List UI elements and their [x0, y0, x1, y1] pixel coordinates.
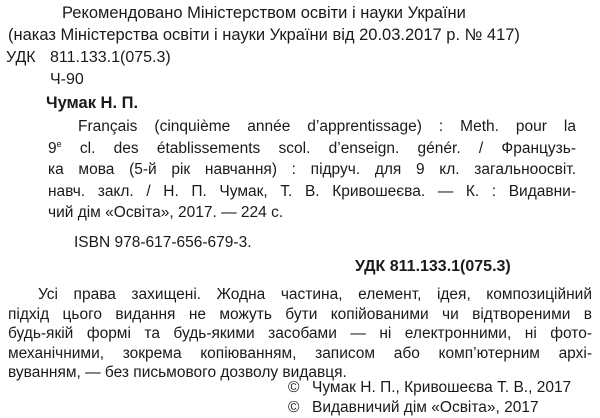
grade-number: 9	[48, 139, 57, 157]
copyright-icon: ©	[288, 379, 300, 396]
recommendation-line-1: Рекомендовано Міністерством освіти і науки України	[62, 4, 466, 22]
description-line	[48, 138, 576, 160]
isbn: ISBN 978-617-656-679-3.	[74, 234, 252, 251]
description-line-rest: cl. des établissements scol. d’enseign. génér. / Французь-	[61, 139, 576, 157]
rights-line: Усі права захищені. Жодна частина, елемент, ідея, композиційний	[38, 286, 592, 303]
udk-classification-right: УДК 811.133.1(075.3)	[355, 258, 511, 275]
udk-label: УДК	[6, 49, 36, 66]
author-heading: Чумак Н. П.	[46, 94, 139, 112]
udk-classification-top	[6, 49, 171, 67]
copyright-publisher-text: Видавничий дім «Освіта», 2017	[312, 399, 539, 416]
description-line: ка мова (5-й рік навчання) : підруч. для 9 кл. загальноосвіт.	[48, 161, 576, 178]
author-code: Ч-90	[50, 71, 84, 88]
copyright-icon: ©	[288, 399, 300, 416]
rights-notice	[8, 285, 592, 383]
bibliographic-description	[48, 116, 576, 224]
copyright-authors	[288, 379, 571, 397]
udk-value: 811.133.1(075.3)	[50, 49, 171, 66]
copyright-authors-text: Чумак Н. П., Кривошеєва Т. В., 2017	[312, 379, 572, 396]
description-line: навч. закл. / Н. П. Чумак, Т. В. Кривошеєва. — К. : Видавни-	[48, 182, 576, 200]
grade-superscript: e	[56, 138, 62, 149]
copyright-publisher	[288, 399, 539, 417]
description-line: чий дім «Освіта», 2017. — 224 с.	[48, 204, 284, 221]
rights-line: підхід цього видання не можуть бути копійованими чи відтвореними в	[8, 305, 592, 323]
rights-line: будь-якій формі та будь-якими засобами — ні електронними, ні фото-	[8, 325, 592, 342]
description-line: Français (cinquième année d’apprentissage) : Meth. pour la	[78, 118, 576, 135]
rights-line: вуванням, — без письмового дозволу видавця.	[8, 364, 347, 381]
rights-line: механічними, зокрема копіюванням, записом або комп’ютерним архі-	[8, 344, 592, 362]
recommendation-line-2: (наказ Міністерства освіти і науки України від 20.03.2017 р. № 417)	[8, 26, 520, 44]
